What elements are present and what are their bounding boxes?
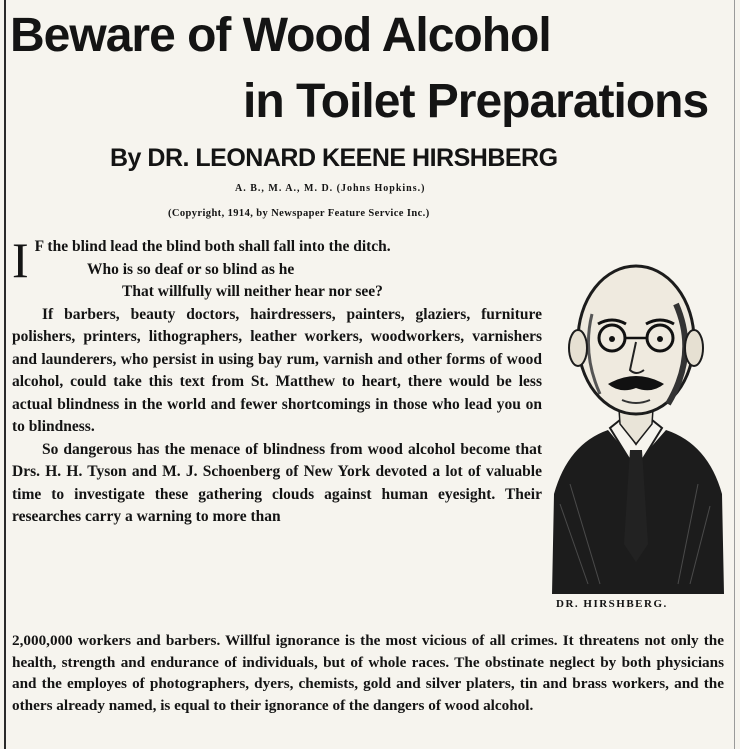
headline-line-2: in Toilet Preparations [243,75,709,128]
paragraph-1: If barbers, beauty doctors, hairdressers, painters, glaziers, furniture polishers, printers, lithographers, leather workers, woodworkers, varnishers and launderers, who persist in using bay rum, varnish and other forms of wood alcohol, could take this text from St. Matthew to heart, there would be less actual blindness in the world and fewer shortcomings in those who lead you on to blindness. [12,305,542,435]
verse-line-1: Who is so deaf or so blind as he [87,260,295,278]
copyright-notice: (Copyright, 1914, by Newspaper Feature Service Inc.) [168,208,430,219]
article-full-width [12,630,724,716]
article-column [12,232,542,529]
opening-text: F the blind lead the blind both shall fall into the ditch. [34,238,391,255]
column-rule-right [734,0,735,749]
column-rule-left [4,0,6,749]
paragraph-2-continued: 2,000,000 workers and barbers. Willful ignorance is the most vicious of all crimes. It threatens not only the health, strength and endurance of individuals, but of whole races. The obstinate neglect by both physicians and the employes of photographers, dyers, chemists, gold and silver platers, tin and brass workers, and the others already named, is equal to their ignorance of the dangers of wood alcohol. [12,632,724,714]
verse-line-2: That willfully will neither hear nor see? [122,283,383,300]
portrait-illustration [548,244,726,594]
author-credentials: A. B., M. A., M. D. (Johns Hopkins.) [235,183,426,194]
paragraph-2-start: So dangerous has the menace of blindness from wood alcohol become that Drs. H. H. Tyson and M. J. Schoenberg of New York devoted a lot of valuable time to investigate these gathering clouds against human eyesight. Their researches carry a warning to more than [12,440,542,525]
byline: By DR. LEONARD KEENE HIRSHBERG [110,144,558,172]
portrait-caption: DR. HIRSHBERG. [556,598,668,610]
headline-line-1: Beware of Wood Alcohol [10,9,551,62]
drop-cap: I [12,232,29,288]
